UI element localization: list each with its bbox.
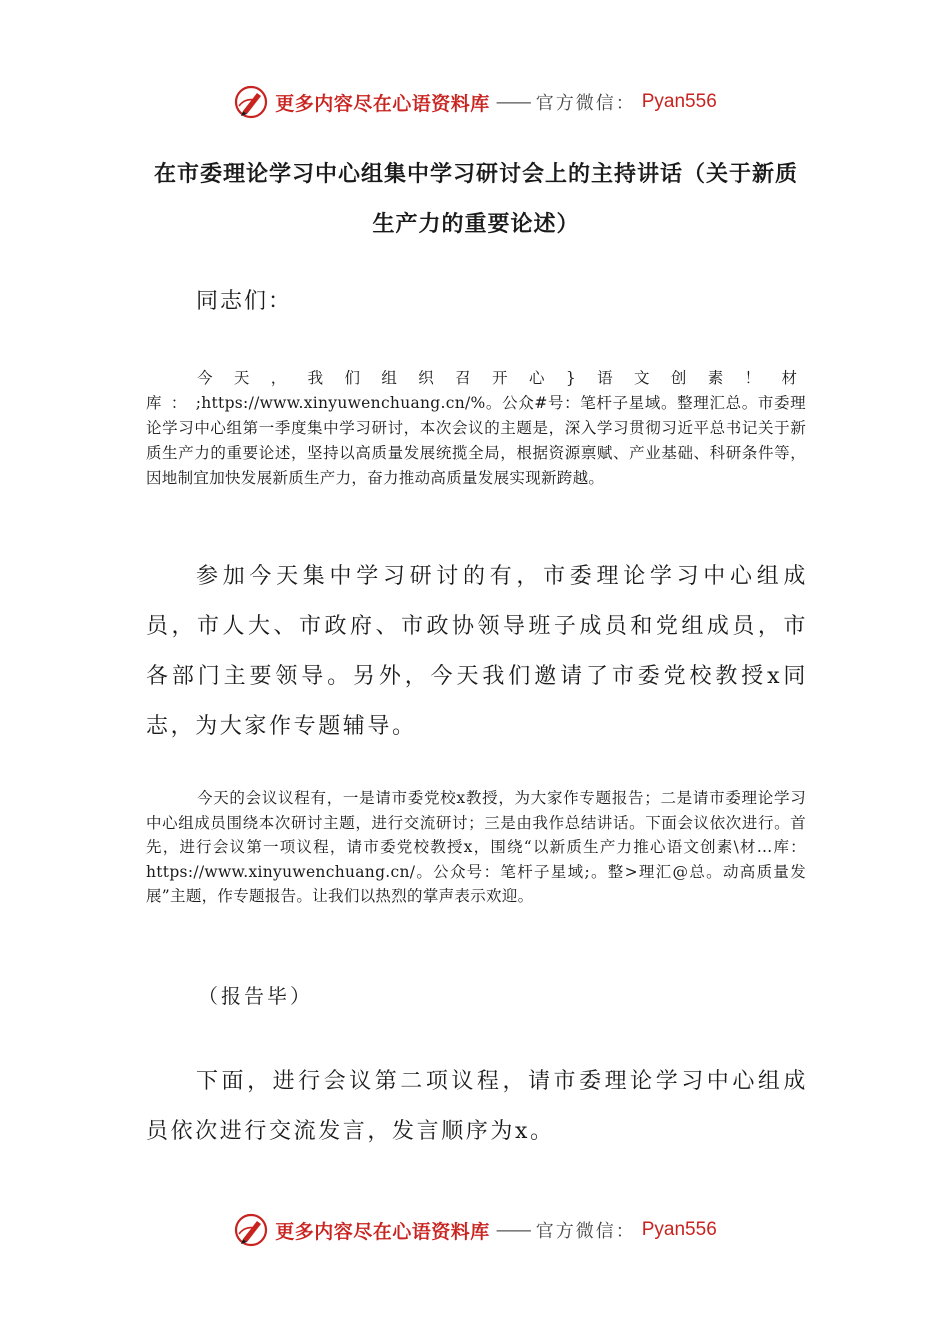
paragraph-opening-rest: ;https://www.xinyuwenchuang.cn/%。公众#号：笔杆子星域。整理汇总。市委理论学习中心组第一季度集中学习研讨，本次会议的主题是，深入学习贯彻习近平总书记关于新质生产力的重要论述，坚持以高质量发展统揽全局，根据资源禀赋、产业基础、科研条件等，因地制宜加快发展新质生产力，奋力推动高质量发展实现新跨越。 <box>146 394 806 487</box>
paragraph-opening-lead: 今天，我们组织召开心}语文创素！材库： <box>146 369 806 412</box>
pen-logo-icon <box>233 84 269 120</box>
paragraph-agenda: 今天的会议议程有，一是请市委党校x教授，为大家作专题报告；二是请市委理论学习中心组成员围绕本次研讨主题，进行交流研讨；三是由我作总结讲话。下面会议依次进行。首先，进行会议第一项议程，请市委党校教授x，围绕“以新质生产力推心语文创素\材…库：https://www.xinyuwenchuang.cn/。公众号：笔杆子星域;。整>理汇@总。动高质量发展”主题，作专题报告。让我们以热烈的掌声表示欢迎。 <box>146 789 806 905</box>
banner-dash: —— <box>495 91 530 113</box>
wechat-label: 官方微信： <box>535 1221 636 1242</box>
wechat-id: Pyan556 <box>641 1219 717 1240</box>
salutation: 同志们： <box>196 289 293 314</box>
brand-text: 更多内容尽在心语资料库 <box>275 92 490 115</box>
header-banner <box>0 82 950 122</box>
wechat-label: 官方微信： <box>535 93 636 114</box>
document-title: 在市委理论学习中心组集中学习研讨会上的主持讲话（关于新质生产力的重要论述） <box>153 162 798 237</box>
paragraph-opening <box>146 366 806 491</box>
report-end-note: （报告毕） <box>198 984 313 1008</box>
brand-text: 更多内容尽在心语资料库 <box>275 1220 490 1243</box>
footer-banner <box>0 1210 950 1250</box>
banner-dash: —— <box>495 1219 530 1241</box>
wechat-id: Pyan556 <box>641 91 717 112</box>
pen-logo-icon <box>233 1212 269 1248</box>
paragraph-second-item: 下面，进行会议第二项议程，请市委理论学习中心组成员依次进行交流发言，发言顺序为x。 <box>146 1069 808 1144</box>
paragraph-attendees: 参加今天集中学习研讨的有，市委理论学习中心组成员，市人大、市政府、市政协领导班子成员和党组成员，市各部门主要领导。另外，今天我们邀请了市委党校教授x同志，为大家作专题辅导。 <box>146 564 808 739</box>
